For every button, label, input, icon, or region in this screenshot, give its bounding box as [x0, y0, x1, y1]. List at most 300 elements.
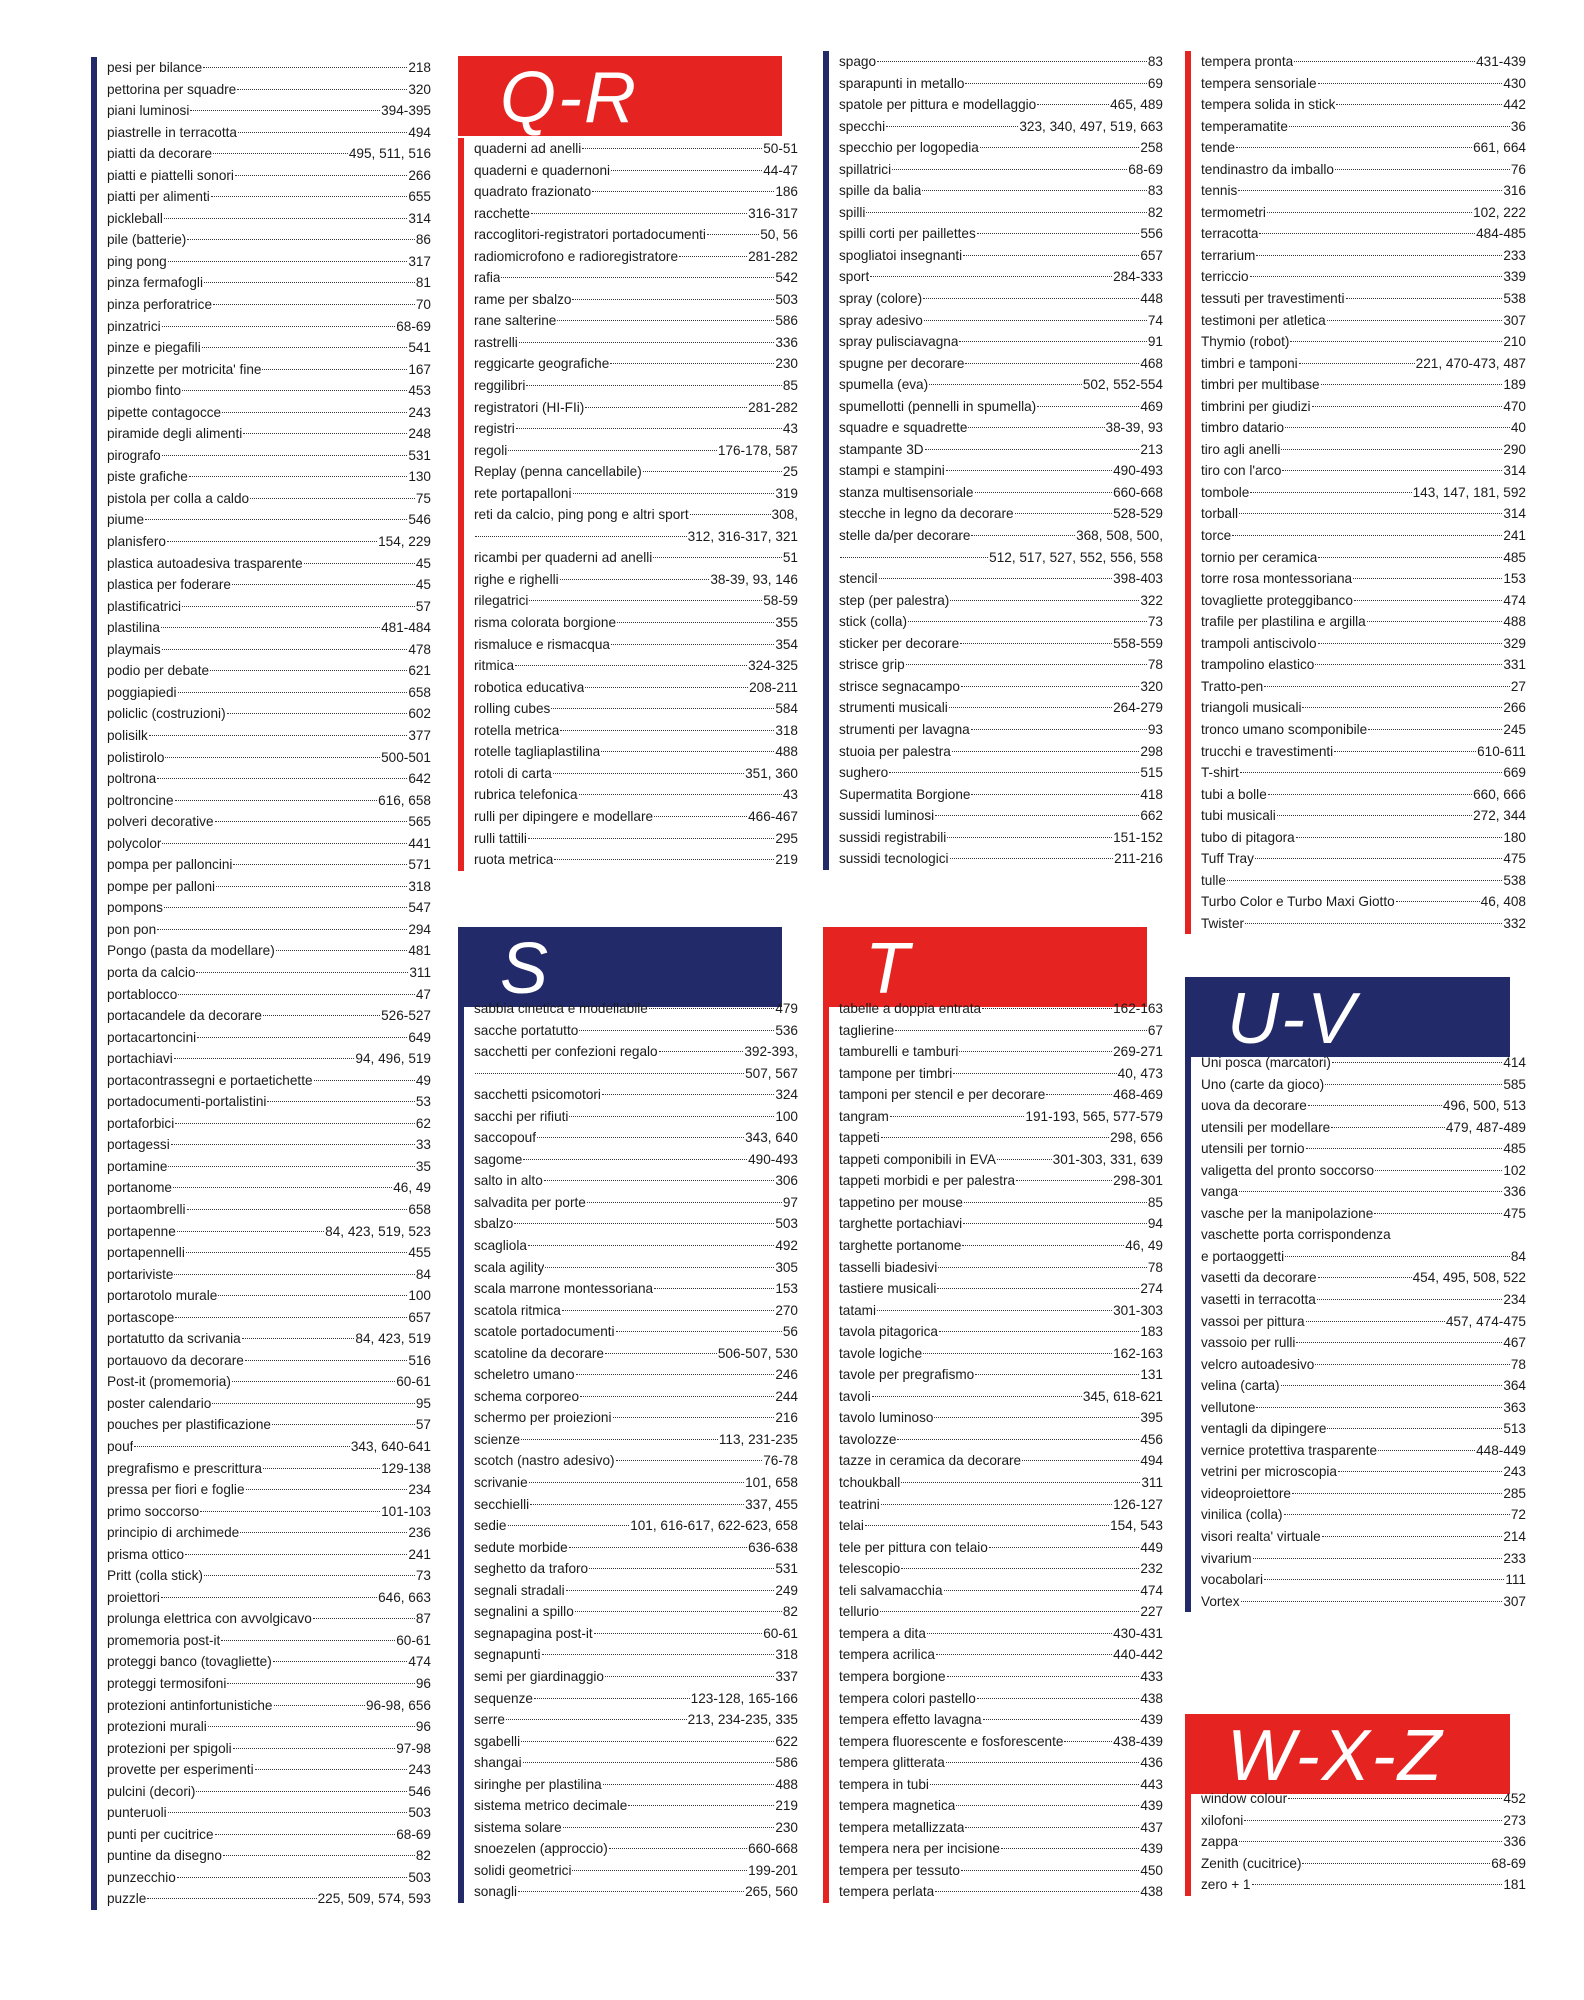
entry-pages: 336	[1503, 1834, 1526, 1850]
entry-term: trucchi e travestimenti	[1201, 743, 1334, 759]
index-entry	[107, 143, 431, 165]
index-entry	[107, 660, 431, 682]
entry-pages: 236	[408, 1525, 431, 1541]
entry-term: polycolor	[107, 835, 162, 851]
dot-leader	[263, 1468, 380, 1469]
index-entry	[107, 854, 431, 876]
index-entry	[474, 1838, 798, 1860]
dot-leader	[196, 972, 408, 973]
dot-leader	[313, 1618, 415, 1619]
entry-term: terracotta	[1201, 226, 1259, 242]
index-entry	[1201, 525, 1526, 547]
index-entry	[474, 1537, 798, 1559]
entry-pages: 84, 423, 519	[355, 1331, 431, 1347]
index-entry	[107, 1630, 431, 1652]
entry-pages: 208-211	[749, 679, 798, 695]
dot-leader	[273, 1661, 408, 1662]
section-letter: W-X-Z	[1227, 1716, 1444, 1796]
entry-term: salto in alto	[474, 1173, 543, 1189]
entry-pages: 84	[1510, 1248, 1526, 1264]
entry-pages: 180	[1503, 829, 1526, 845]
entry-pages: 657	[1140, 247, 1163, 263]
entry-term: sussidi tecnologici	[839, 851, 949, 867]
entry-pages: 484-485	[1476, 226, 1526, 242]
index-entry	[107, 1371, 431, 1393]
entry-pages: 58-59	[763, 593, 798, 609]
entry-pages: 394-395	[381, 103, 431, 119]
index-entry	[474, 1386, 798, 1408]
index-entry	[1201, 417, 1526, 439]
entry-term: ricambi per quaderni ad anelli	[474, 550, 653, 566]
entry-term: vasetti da decorare	[1201, 1270, 1317, 1286]
entry-pages: 265, 560	[745, 1884, 798, 1900]
dot-leader	[1244, 1820, 1502, 1821]
entry-pages: 233	[1503, 1550, 1526, 1566]
dot-leader	[304, 563, 415, 564]
entry-term: scrivanie	[474, 1475, 528, 1491]
entry-term: timbro datario	[1201, 420, 1285, 436]
entry-term: sagome	[474, 1151, 523, 1167]
dot-leader	[189, 476, 407, 477]
entry-term: rotella metrica	[474, 722, 560, 738]
entry-term: terrarium	[1201, 247, 1256, 263]
entry-term: plastificatrici	[107, 598, 182, 614]
entry-term: piatti da decorare	[107, 146, 213, 162]
dot-leader	[523, 1159, 747, 1160]
entry-pages: 53	[415, 1094, 431, 1110]
index-entry	[107, 811, 431, 833]
index-entry	[1201, 913, 1526, 935]
dot-leader	[1001, 1848, 1139, 1849]
index-entry	[107, 1048, 431, 1070]
dot-leader	[233, 1748, 396, 1749]
entry-pages: 621	[408, 663, 431, 679]
entry-pages: 101-103	[381, 1503, 431, 1519]
dot-leader	[609, 1848, 747, 1849]
entry-pages: 316	[1503, 183, 1526, 199]
index-entry	[839, 784, 1163, 806]
index-entry	[474, 763, 798, 785]
entry-pages: 100	[775, 1108, 798, 1124]
entry-pages: 241	[1503, 528, 1526, 544]
entry-term: sussidi registrabili	[839, 829, 947, 845]
dot-leader	[881, 1504, 1112, 1505]
entry-pages: 68-69	[396, 1826, 431, 1842]
dot-leader	[162, 455, 408, 456]
index-entry	[474, 698, 798, 720]
entry-pages: 67	[1147, 1022, 1163, 1038]
index-entry	[474, 849, 798, 871]
dot-leader	[175, 1317, 407, 1318]
entry-term: tempera borgione	[839, 1668, 946, 1684]
entry-term: tempera perlata	[839, 1884, 935, 1900]
entry-term: sedie	[474, 1518, 507, 1534]
entry-pages: 154, 543	[1110, 1518, 1163, 1534]
entry-term: rotoli di carta	[474, 765, 552, 781]
entry-term: principio di archimede	[107, 1525, 240, 1541]
dot-leader	[1296, 837, 1503, 838]
entry-term: sparapunti in metallo	[839, 75, 965, 91]
index-entry	[839, 439, 1163, 461]
entry-pages: 565	[408, 814, 431, 830]
dot-leader	[162, 843, 407, 844]
dot-leader	[190, 110, 380, 111]
entry-pages: 189	[1503, 377, 1526, 393]
dot-leader	[611, 644, 774, 645]
entry-term: portariviste	[107, 1266, 174, 1282]
entry-pages: 50-51	[763, 141, 798, 156]
entry-term: sequenze	[474, 1690, 533, 1706]
entry-pages: 467	[1503, 1335, 1526, 1351]
dot-leader	[1267, 212, 1472, 213]
index-list-u-v	[1185, 1052, 1526, 1612]
entry-term: vaschette porta corrispondenza	[1201, 1227, 1391, 1243]
entry-term: targhette portachiavi	[839, 1216, 963, 1232]
index-entry	[474, 1343, 798, 1365]
index-entry	[1201, 741, 1526, 763]
entry-pages: 495, 511, 516	[348, 146, 431, 162]
index-entry	[474, 138, 798, 160]
dot-leader	[167, 541, 377, 542]
index-entry	[1201, 1181, 1526, 1203]
dot-leader	[560, 730, 774, 731]
dot-leader	[232, 1381, 395, 1382]
dot-leader	[544, 1180, 775, 1181]
index-entry	[107, 466, 431, 488]
entry-pages: 94	[1147, 1216, 1163, 1232]
entry-term: spilli	[839, 204, 866, 220]
dot-leader	[594, 1633, 763, 1634]
entry-pages: 213	[1140, 441, 1163, 457]
index-entry	[839, 460, 1163, 482]
dot-leader	[1306, 1321, 1445, 1322]
entry-term: registri	[474, 421, 515, 437]
entry-pages: 290	[1503, 441, 1526, 457]
entry-term: Vortex	[1201, 1593, 1240, 1609]
dot-leader	[521, 1741, 774, 1742]
entry-pages: 126-127	[1113, 1496, 1163, 1512]
entry-pages: 264-279	[1113, 700, 1163, 716]
entry-pages: 234	[1503, 1292, 1526, 1308]
index-entry	[474, 440, 798, 462]
dot-leader	[1250, 492, 1411, 493]
section-header-t	[823, 927, 1147, 1007]
entry-pages: 162-163	[1113, 1001, 1163, 1016]
index-entry	[107, 553, 431, 575]
index-entry	[107, 919, 431, 941]
entry-term: portacandele da decorare	[107, 1008, 262, 1024]
index-entry	[107, 1845, 431, 1867]
entry-term: tombole	[1201, 484, 1250, 500]
entry-pages: 281-282	[748, 399, 798, 415]
dot-leader	[523, 1762, 775, 1763]
entry-pages: 311	[1141, 1475, 1163, 1491]
entry-term: torce	[1201, 528, 1232, 544]
index-entry	[107, 1738, 431, 1760]
index-entry	[107, 531, 431, 553]
index-entry	[839, 1494, 1163, 1516]
dot-leader	[173, 1187, 392, 1188]
index-entry	[107, 1565, 431, 1587]
index-entry	[1201, 1504, 1526, 1526]
entry-term: spray pulisciavagna	[839, 334, 959, 350]
entry-term: tamponi per stencil e per decorare	[839, 1087, 1046, 1103]
dot-leader	[537, 1137, 744, 1138]
entry-term: scala agility	[474, 1259, 545, 1275]
dot-leader	[1277, 815, 1472, 816]
entry-term: tronco umano scomponibile	[1201, 721, 1368, 737]
dot-leader	[196, 1791, 407, 1792]
entry-term: torball	[1201, 506, 1239, 522]
entry-pages: 437	[1140, 1819, 1163, 1835]
dot-leader	[1285, 1256, 1510, 1257]
entry-pages: 546	[408, 1783, 431, 1799]
dot-leader	[174, 1058, 355, 1059]
index-entry	[474, 310, 798, 332]
index-entry	[839, 1580, 1163, 1602]
entry-pages: 488	[1503, 614, 1526, 630]
dot-leader	[215, 1834, 396, 1835]
dot-leader	[569, 1547, 747, 1548]
entry-term: tubi musicali	[1201, 808, 1276, 824]
index-entry	[474, 1558, 798, 1580]
entry-pages: 73	[415, 1568, 431, 1584]
entry-term: piombo finto	[107, 383, 182, 399]
dot-leader	[659, 1051, 744, 1052]
entry-term: tempera effetto lavagna	[839, 1712, 982, 1728]
entry-pages: 60-61	[396, 1632, 431, 1648]
index-entry	[1201, 331, 1526, 353]
dot-leader	[1245, 923, 1502, 924]
dot-leader	[971, 729, 1147, 730]
entry-pages: 662	[1140, 808, 1163, 824]
entry-term: pompons	[107, 900, 163, 916]
entry-pages: 70	[415, 297, 431, 313]
entry-term: tabelle a doppia entrata	[839, 1001, 982, 1016]
entry-pages: 76-78	[763, 1453, 798, 1469]
entry-term: portablocco	[107, 986, 178, 1002]
entry-term: targhette portanome	[839, 1238, 962, 1254]
section-header-u-v	[1185, 977, 1510, 1057]
dot-leader	[573, 493, 775, 494]
entry-term: shangai	[474, 1755, 522, 1771]
index-entry	[474, 1127, 798, 1149]
entry-term: prisma ottico	[107, 1546, 185, 1562]
dot-leader	[585, 687, 748, 688]
index-entry	[1201, 1332, 1526, 1354]
index-entry	[839, 1063, 1163, 1085]
dot-leader	[975, 492, 1113, 493]
entry-pages: 273	[1503, 1812, 1526, 1828]
entry-pages: 660-668	[1113, 484, 1163, 500]
dot-leader	[924, 320, 1147, 321]
dot-leader	[186, 1252, 407, 1253]
entry-pages: 433	[1140, 1668, 1163, 1684]
dot-leader	[218, 1295, 407, 1296]
entry-pages: 82	[415, 1848, 431, 1864]
entry-pages: 129-138	[381, 1460, 431, 1476]
entry-pages: 332	[1503, 915, 1526, 931]
index-entry	[474, 1450, 798, 1472]
entry-pages: 513	[1503, 1421, 1526, 1437]
entry-term: pistola per colla a caldo	[107, 490, 250, 506]
dot-leader	[276, 950, 408, 951]
dot-leader	[572, 299, 774, 300]
entry-term: pompe per palloni	[107, 878, 216, 894]
entry-term: tulle	[1201, 872, 1226, 888]
dot-leader	[1375, 1170, 1502, 1171]
dot-leader	[227, 1683, 414, 1684]
dot-leader	[1282, 470, 1502, 471]
dot-leader	[877, 1310, 1112, 1311]
entry-pages: 441	[408, 835, 431, 851]
index-entry	[839, 1041, 1163, 1063]
entry-term: pressa per fiori e foglie	[107, 1482, 245, 1498]
entry-pages: 243	[408, 1762, 431, 1778]
entry-pages: 230	[775, 356, 798, 372]
entry-term: visori realta' virtuale	[1201, 1529, 1321, 1545]
dot-leader	[870, 276, 1112, 277]
entry-pages: 512, 517, 527, 552, 556, 558	[989, 549, 1163, 565]
dot-leader	[965, 83, 1146, 84]
entry-pages: 474	[1503, 592, 1526, 608]
dot-leader	[475, 1073, 744, 1074]
dot-leader	[587, 1202, 782, 1203]
entry-pages: 337, 455	[745, 1496, 798, 1512]
dot-leader	[881, 1137, 1109, 1138]
index-entry	[1201, 1461, 1526, 1483]
entry-pages: 528-529	[1113, 506, 1163, 522]
dot-leader	[930, 1784, 1139, 1785]
dot-leader	[576, 1374, 775, 1375]
index-entry	[839, 1881, 1163, 1903]
entry-pages: 320	[408, 81, 431, 97]
entry-term: trampolino elastico	[1201, 657, 1315, 673]
dot-leader	[1318, 1277, 1412, 1278]
entry-term: scatole portadocumenti	[474, 1324, 615, 1340]
index-entry	[1201, 568, 1526, 590]
index-entry	[839, 245, 1163, 267]
dot-leader	[613, 1417, 775, 1418]
index-entry	[107, 1328, 431, 1350]
index-entry	[839, 1170, 1163, 1192]
entry-term: piramide degli alimenti	[107, 426, 243, 442]
index-entry	[1201, 676, 1526, 698]
entry-pages: 448	[1140, 291, 1163, 307]
entry-term: schema corporeo	[474, 1388, 580, 1404]
entry-pages: 151-152	[1113, 829, 1163, 845]
index-entry	[107, 1501, 431, 1523]
entry-pages: 657	[408, 1309, 431, 1325]
entry-term: stampi e stampini	[839, 463, 945, 479]
dot-leader	[518, 1891, 744, 1892]
entry-term: schermo per proiezioni	[474, 1410, 612, 1426]
entry-pages: 113, 231-235	[718, 1431, 798, 1447]
index-entry	[839, 180, 1163, 202]
entry-term: trampoli antiscivolo	[1201, 635, 1317, 651]
index-entry	[1201, 697, 1526, 719]
dot-leader	[560, 579, 710, 580]
index-entry	[107, 1264, 431, 1286]
index-entry	[839, 1623, 1163, 1645]
index-entry	[107, 1414, 431, 1436]
dot-leader	[971, 794, 1139, 795]
section-header-q-r	[458, 56, 782, 136]
index-entry	[1201, 288, 1526, 310]
index-entry	[107, 682, 431, 704]
dot-leader	[1318, 643, 1503, 644]
index-entry	[839, 1558, 1163, 1580]
index-entry	[1201, 1440, 1526, 1462]
entry-term: poltroncine	[107, 792, 174, 808]
index-entry	[839, 568, 1163, 590]
index-entry	[474, 1580, 798, 1602]
entry-term: scatola ritmica	[474, 1302, 561, 1318]
entry-pages: 199-201	[748, 1862, 798, 1878]
entry-term: tempera in tubi	[839, 1776, 929, 1792]
index-entry	[107, 725, 431, 747]
entry-term: stampante 3D	[839, 441, 924, 457]
index-entry	[107, 1091, 431, 1113]
index-entry	[107, 1436, 431, 1458]
dot-leader	[580, 1396, 774, 1397]
index-entry	[474, 569, 798, 591]
dot-leader	[1037, 406, 1139, 407]
entry-pages: 475	[1503, 851, 1526, 867]
dot-leader	[168, 1812, 408, 1813]
dot-leader	[1312, 406, 1503, 407]
entry-term: sticker per decorare	[839, 635, 960, 651]
entry-term: squadre e squadrette	[839, 420, 968, 436]
entry-pages: 319	[775, 485, 798, 501]
index-entry	[1201, 1203, 1526, 1225]
index-entry	[474, 267, 798, 289]
entry-pages: 452	[1503, 1791, 1526, 1806]
entry-term: sbalzo	[474, 1216, 514, 1232]
entry-pages: 490-493	[1113, 463, 1163, 479]
dot-leader	[935, 815, 1139, 816]
entry-term: ping pong	[107, 253, 167, 269]
dot-leader	[175, 800, 378, 801]
index-entry	[474, 655, 798, 677]
dot-leader	[1317, 1299, 1502, 1300]
entry-pages: 442	[1503, 97, 1526, 113]
dot-leader	[134, 1446, 349, 1447]
index-entry	[839, 1321, 1163, 1343]
entry-pages: 526-527	[381, 1008, 431, 1024]
entry-pages: 343, 640-641	[350, 1439, 431, 1454]
entry-term: reggilibri	[474, 378, 526, 394]
entry-pages: 318	[408, 878, 431, 894]
entry-pages: 154, 229	[378, 534, 431, 550]
entry-pages: 183	[1140, 1324, 1163, 1340]
index-entry	[107, 1134, 431, 1156]
entry-pages: 45	[415, 577, 431, 593]
entry-pages: 506-507, 530	[717, 1345, 798, 1361]
entry-term: portaombrelli	[107, 1201, 186, 1217]
entry-term: rete portapalloni	[474, 485, 572, 501]
dot-leader	[866, 212, 1146, 213]
dot-leader	[1294, 61, 1475, 62]
entry-term: tempera metallizzata	[839, 1819, 965, 1835]
entry-pages: 298	[1140, 743, 1163, 759]
entry-pages: 646, 663	[378, 1589, 431, 1605]
dot-leader	[879, 578, 1113, 579]
index-entry	[839, 611, 1163, 633]
dot-leader	[514, 1223, 774, 1224]
dot-leader	[977, 233, 1140, 234]
entry-term: pregrafismo e prescrittura	[107, 1460, 262, 1476]
